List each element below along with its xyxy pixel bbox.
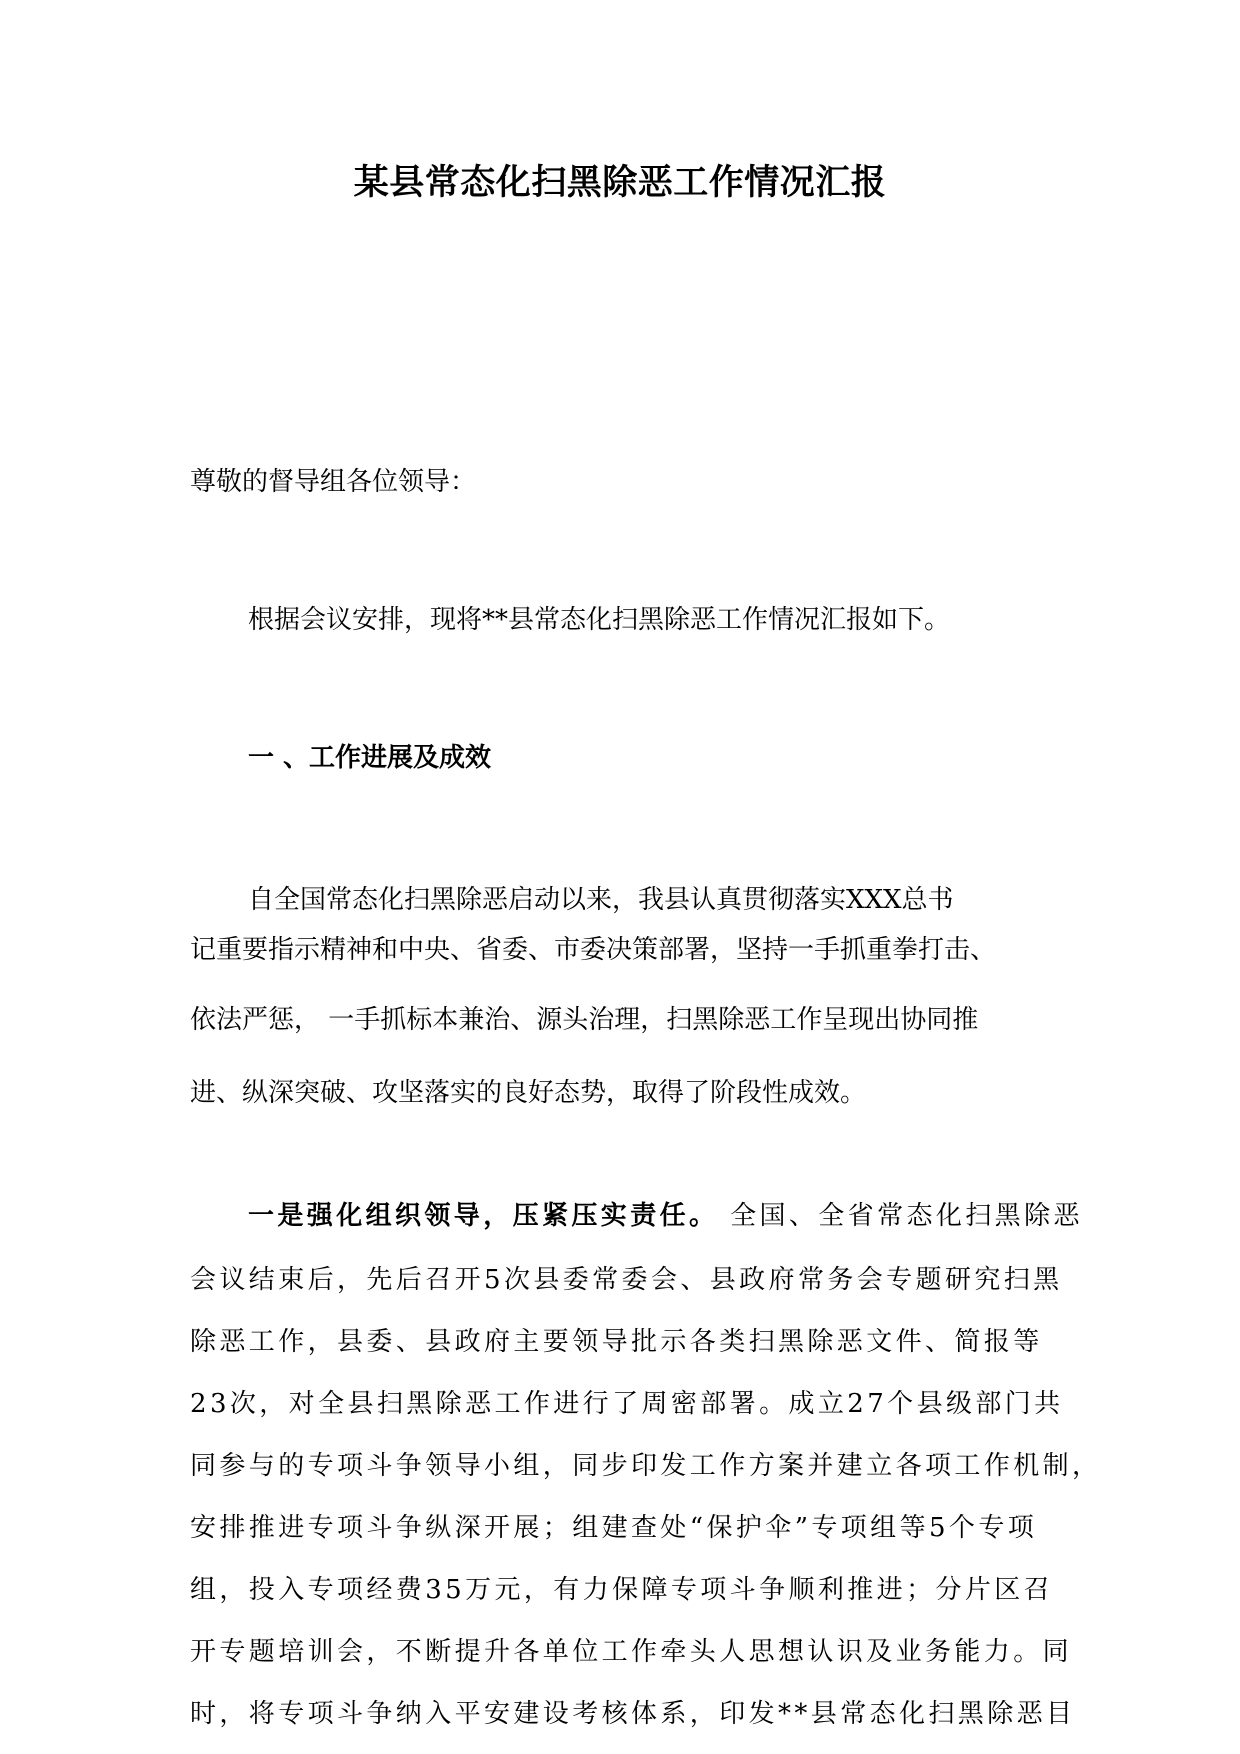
document-title: 某县常态化扫黑除恶工作情况汇报	[353, 163, 887, 203]
paragraph-line: 进、纵深突破、攻坚落实的良好态势，取得了阶段性成效。	[190, 1078, 867, 1108]
point-one-first-line	[248, 1196, 1128, 1236]
paragraph-line: 记重要指示精神和中央、省委、市委决策部署，坚持一手抓重拳打击、	[190, 935, 997, 965]
paragraph-line: 安排推进专项斗争纵深开展；组建查处“保护伞”专项组等5个专项	[190, 1513, 1038, 1543]
point-one-first-line-rest: 全国、全省常态化扫黑除恶	[718, 1201, 1083, 1231]
paragraph-line: 23次，对全县扫黑除恶工作进行了周密部署。成立27个县级部门共	[190, 1389, 1064, 1419]
paragraph-line: 开专题培训会，不断提升各单位工作牵头人思想认识及业务能力。同	[190, 1637, 1073, 1667]
paragraph-line: 组，投入专项经费35万元，有力保障专项斗争顺利推进；分片区召	[190, 1575, 1054, 1605]
paragraph-line: 除恶工作，县委、县政府主要领导批示各类扫黑除恶文件、简报等	[190, 1327, 1043, 1357]
section-heading: 一 、工作进展及成效	[248, 743, 492, 773]
paragraph-line: 会议结束后，先后召开5次县委常委会、县政府常务会专题研究扫黑	[190, 1265, 1063, 1295]
paragraph-line: 自全国常态化扫黑除恶启动以来，我县认真贯彻落实XXX总书	[248, 885, 954, 915]
paragraph-line: 同参与的专项斗争领导小组，同步印发工作方案并建立各项工作机制，	[190, 1451, 1102, 1481]
paragraph-line: 依法严惩， 一手抓标本兼治、源头治理，扫黑除恶工作呈现出协同推	[190, 1005, 979, 1035]
paragraph-line: 时，将专项斗争纳入平安建设考核体系，印发**县常态化扫黑除恶目	[190, 1699, 1076, 1729]
salutation: 尊敬的督导组各位领导：	[190, 467, 477, 497]
point-one-lead: 一是强化组织领导，压紧压实责任。	[248, 1201, 719, 1231]
intro-paragraph: 根据会议安排，现将**县常态化扫黑除恶工作情况汇报如下。	[248, 605, 951, 635]
